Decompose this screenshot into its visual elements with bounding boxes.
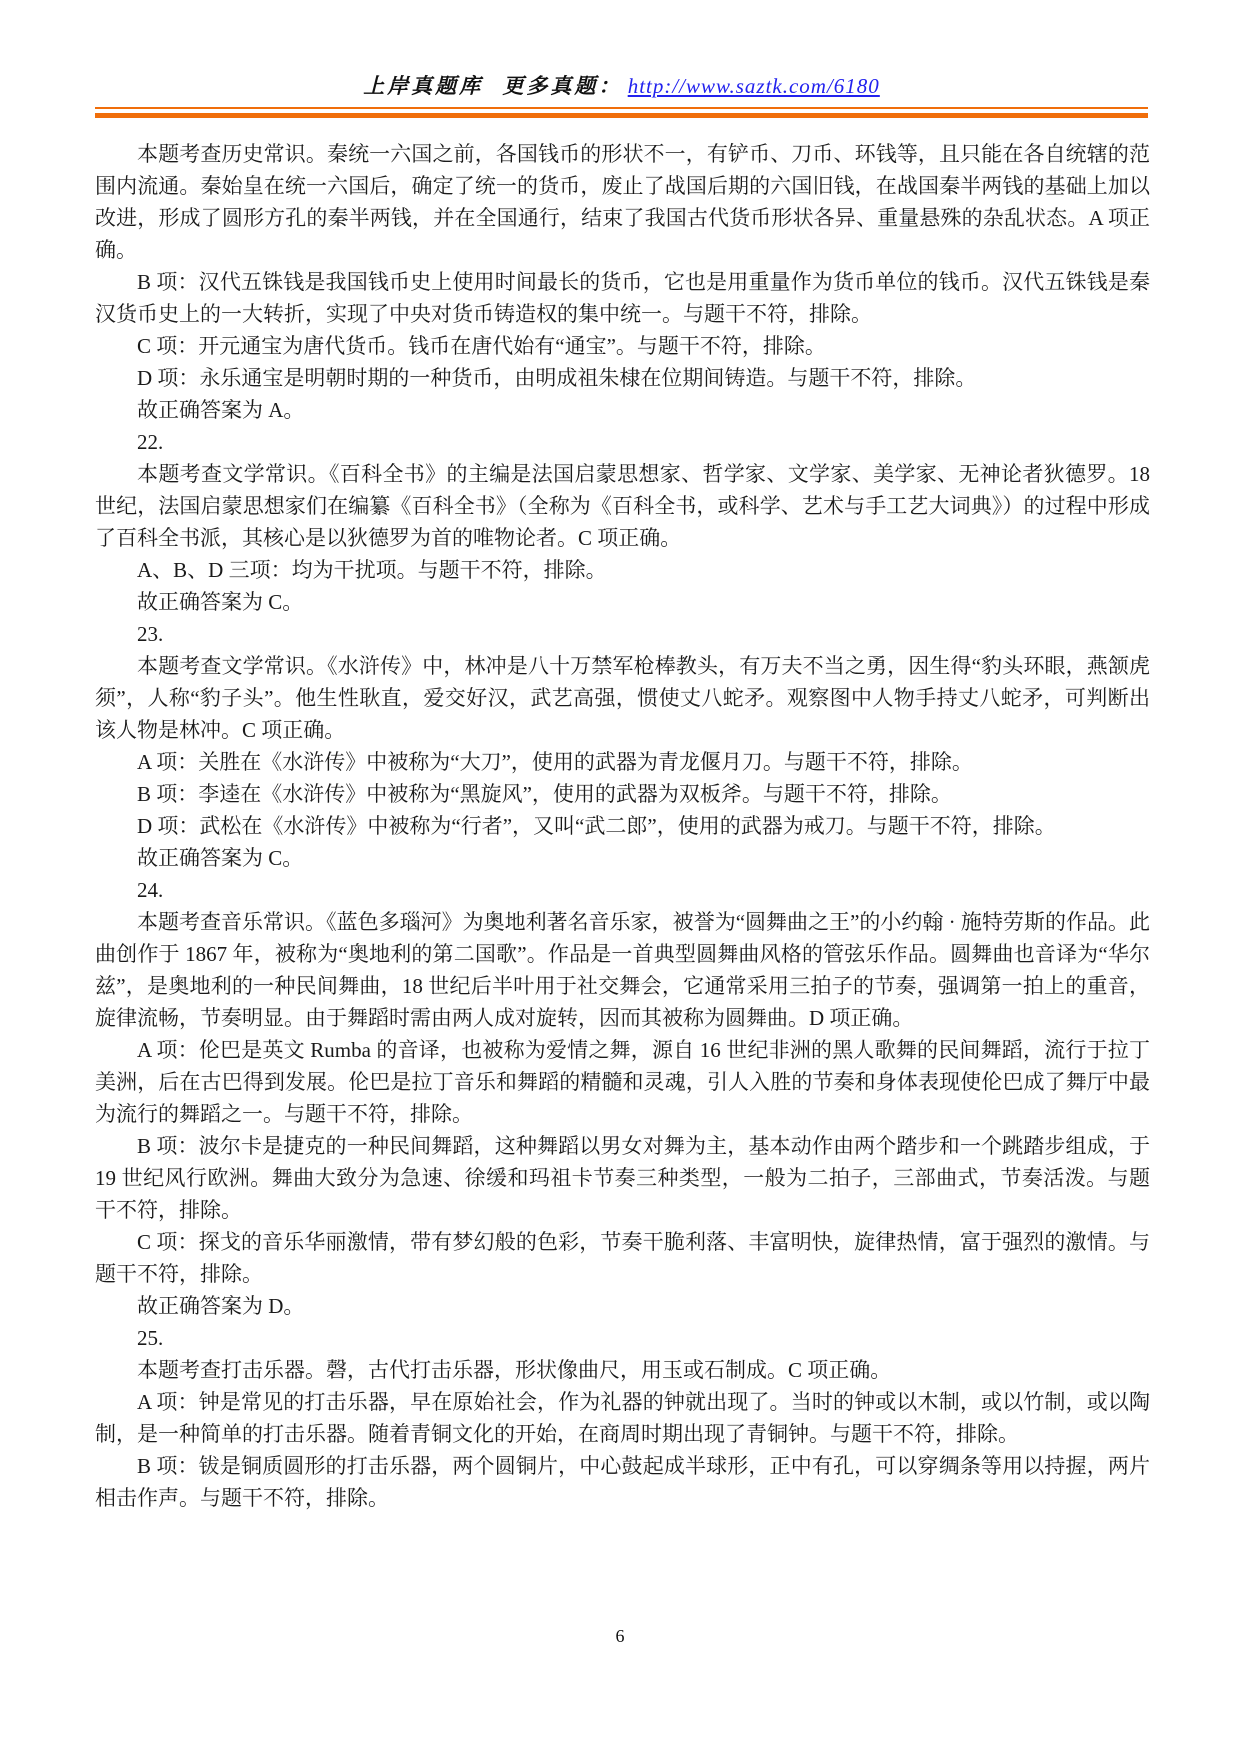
answer-paragraph: C 项：开元通宝为唐代货币。钱币在唐代始有“通宝”。与题干不符，排除。 bbox=[137, 334, 826, 358]
answer-paragraph: D 项：永乐通宝是明朝时期的一种货币，由明成祖朱棣在位期间铸造。与题干不符，排除。 bbox=[137, 366, 977, 390]
answer-paragraph: 本题考查文学常识。《百科全书》的主编是法国启蒙思想家、哲学家、文学家、美学家、无神论者狄德罗。18 世纪，法国启蒙思想家们在编纂《百科全书》（全称为《百科全书，或科学、艺术与手工艺大词典》）的过程中形成了百科全书派，其核心是以狄德罗为首的唯物论者。C 项正确。 bbox=[95, 462, 1150, 550]
page-number: 6 bbox=[615, 1626, 625, 1646]
page-header bbox=[95, 70, 1148, 100]
answer-paragraph: B 项：波尔卡是捷克的一种民间舞蹈，这种舞蹈以男女对舞为主，基本动作由两个踏步和一个跳踏步组成，于 19 世纪风行欧洲。舞曲大致分为急速、徐缓和玛祖卡节奏三种类型，一般为二拍子，三部曲式，节奏活泼。与题干不符，排除。 bbox=[95, 1134, 1150, 1222]
header-divider bbox=[95, 107, 1148, 118]
answer-paragraph: B 项：李逵在《水浒传》中被称为“黑旋风”，使用的武器为双板斧。与题干不符，排除。 bbox=[137, 782, 952, 806]
answer-paragraph: D 项：武松在《水浒传》中被称为“行者”，又叫“武二郎”，使用的武器为戒刀。与题干不符，排除。 bbox=[137, 814, 1056, 838]
answer-paragraph: A、B、D 三项：均为干扰项。与题干不符，排除。 bbox=[137, 558, 607, 582]
answer-paragraph: B 项：汉代五铢钱是我国钱币史上使用时间最长的货币，它也是用重量作为货币单位的钱币。汉代五铢钱是秦汉货币史上的一大转折，实现了中央对货币铸造权的集中统一。与题干不符，排除。 bbox=[95, 270, 1150, 326]
answer-paragraph: B 项：钹是铜质圆形的打击乐器，两个圆铜片，中心鼓起成半球形，正中有孔，可以穿绸条等用以持握，两片相击作声。与题干不符，排除。 bbox=[95, 1454, 1150, 1510]
question-number: 22. bbox=[137, 430, 164, 454]
site-brand: 上岸真题库 bbox=[363, 74, 484, 98]
question-number: 25. bbox=[137, 1326, 164, 1350]
answer-explanations bbox=[95, 138, 1150, 1514]
more-questions-label: 更多真题： bbox=[502, 74, 623, 98]
answer-conclusion: 故正确答案为 A。 bbox=[137, 398, 305, 422]
answer-conclusion: 故正确答案为 C。 bbox=[137, 846, 304, 870]
answer-paragraph: A 项：关胜在《水浒传》中被称为“大刀”，使用的武器为青龙偃月刀。与题干不符，排除。 bbox=[137, 750, 973, 774]
question-number: 23. bbox=[137, 622, 164, 646]
question-number: 24. bbox=[137, 878, 164, 902]
answer-paragraph: 本题考查历史常识。秦统一六国之前，各国钱币的形状不一，有铲币、刀币、环钱等，且只能在各自统辖的范围内流通。秦始皇在统一六国后，确定了统一的货币，废止了战国后期的六国旧钱，在战国秦半两钱的基础上加以改进，形成了圆形方孔的秦半两钱，并在全国通行，结束了我国古代货币形状各异、重量悬殊的杂乱状态。A 项正确。 bbox=[95, 142, 1150, 262]
answer-paragraph: 本题考查打击乐器。磬，古代打击乐器，形状像曲尺，用玉或石制成。C 项正确。 bbox=[137, 1358, 892, 1382]
answer-conclusion: 故正确答案为 D。 bbox=[137, 1294, 305, 1318]
answer-conclusion: 故正确答案为 C。 bbox=[137, 590, 304, 614]
answer-paragraph: A 项：钟是常见的打击乐器，早在原始社会，作为礼器的钟就出现了。当时的钟或以木制，或以竹制，或以陶制，是一种简单的打击乐器。随着青铜文化的开始，在商周时期出现了青铜钟。与题干不符，排除。 bbox=[95, 1390, 1150, 1446]
answer-paragraph: 本题考查文学常识。《水浒传》中，林冲是八十万禁军枪棒教头，有万夫不当之勇，因生得“豹头环眼，燕颔虎须”，人称“豹子头”。他生性耿直，爱交好汉，武艺高强，惯使丈八蛇矛。观察图中人物手持丈八蛇矛，可判断出该人物是林冲。C 项正确。 bbox=[95, 654, 1150, 742]
divider-thick-line bbox=[95, 113, 1148, 118]
site-link[interactable]: http://www.saztk.com/6180 bbox=[627, 74, 880, 98]
answer-paragraph: A 项：伦巴是英文 Rumba 的音译，也被称为爱情之舞，源自 16 世纪非洲的黑人歌舞的民间舞蹈，流行于拉丁美洲，后在古巴得到发展。伦巴是拉丁音乐和舞蹈的精髓和灵魂，引人入胜的节奏和身体表现使伦巴成了舞厅中最为流行的舞蹈之一。与题干不符，排除。 bbox=[95, 1038, 1150, 1126]
answer-paragraph: 本题考查音乐常识。《蓝色多瑙河》为奥地利著名音乐家，被誉为“圆舞曲之王”的小约翰 · 施特劳斯的作品。此曲创作于 1867 年，被称为“奥地利的第二国歌”。作品是一首典型圆舞曲风格的管弦乐作品。圆舞曲也音译为“华尔兹”，是奥地利的一种民间舞曲，18 世纪后半叶用于社交舞会，它通常采用三拍子的节奏，强调第一拍上的重音，旋律流畅，节奏明显。由于舞蹈时需由两人成对旋转，因而其被称为圆舞曲。D 项正确。 bbox=[95, 910, 1150, 1030]
answer-paragraph: C 项：探戈的音乐华丽激情，带有梦幻般的色彩，节奏干脆利落、丰富明快，旋律热情，富于强烈的激情。与题干不符，排除。 bbox=[95, 1230, 1150, 1286]
